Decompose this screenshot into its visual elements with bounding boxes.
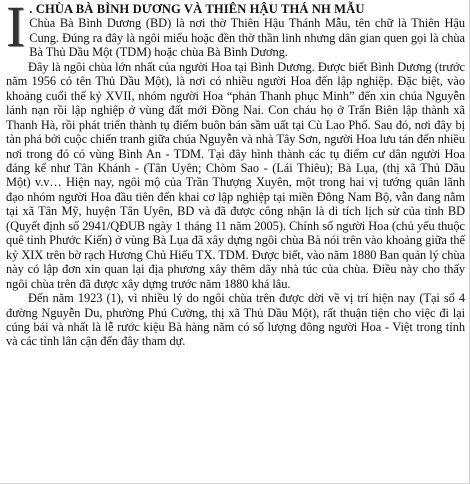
intro-paragraph: Chùa Bà Bình Dương (BD) là nơi thờ Thiên Hậu Thánh Mẫu, tên chữ là Thiên Hậu Cung. Đúng ra đây là ngôi miếu hoặc đền thờ thần linh nhưng dân gian quen gọi là chùa Bà Thủ Dầu Một (TDM) hoặc chùa Bà Bình Dương. [29,16,465,60]
drop-cap: I [6,0,26,59]
article [6,2,465,349]
body-paragraph-2: Đến năm 1923 (1), vì nhiều lý do ngôi chùa trên được dời về vị trí hiện nay (Tại số 4 đường Nguyễn Du, phường Phú Cường, thị xã Thủ Dầu Một), rất thuận tiện cho việc đi lại cúng bái và nhất là lễ rước kiệu Bà hàng năm có số lượng đông người Hoa - Việt trong tỉnh và các tỉnh lân cận đến đây tham dự. [6,291,465,349]
article-title: . CHÙA BÀ BÌNH DƯƠNG VÀ THIÊN HẬU THÁ NH MẪU [29,2,365,16]
body-paragraph-1: Đây là ngôi chùa lớn nhất của người Hoa tại Bình Dương. Được biết Bình Dương (trước năm 1956 có tên Thủ Dầu Một), là nơi có nhiều người Hoa đến lập nghiệp. Đặc biệt, vào khoảng cuối thế kỷ XVII, nhóm người Hoa “phản Thanh phục Minh” đến xin chúa Nguyễn lánh nạn rồi lập nghiệp ở vùng đất mới Đồng Nai. Con cháu họ ở Trấn Biên lập thành xã Thanh Hà, rồi phát triển thành tụ điểm buôn bán sầm uất tại Cù Lao Phố. Sau đó, nơi đây bị tàn phá bởi cuộc chiến tranh giữa chúa Nguyễn và nhà Tây Sơn, người Hoa lưu tán đến nhiều nơi trong đó có vùng Bình An - TDM. Tại đây hình thành các tụ điểm cư dân người Hoa đáng kể như Tân Khánh - (Tân Uyên; Chòm Sao - (Lái Thiêu); Bà Lụa, (thị xã Thủ Dầu Một) v.v… Hiện nay, ngôi mộ của Trần Thượng Xuyên, một trong hai vị tướng quân lãnh đạo nhóm người Hoa đầu tiên đến khai cơ lập nghiệp tại miền Đông Nam Bộ, vẫn đang nằm tại xã Tân Mỹ, huyện Tân Uyên, BD và đã được công nhận là di tích lịch sử của tỉnh BD (Quyết định số 2941/QĐUB ngày 1 tháng 11 năm 2005). Chính số người Hoa (chủ yếu thuộc quê tỉnh Phước Kiến) ở vùng Bà Lụa đã xây dựng ngôi chùa Bà nói trên vào khoảng giữa thế kỷ XIX trên bờ rạch Hương Chủ Hiếu TX. TDM. Được biết, vào năm 1880 Ban quản lý chùa này có lập đơn xin quan lại địa phương xây thêm dãy nhà túc của chùa. Điều này cho thấy ngôi chùa trên đã được xây dựng trước năm 1880 khá lâu. [6,59,465,291]
